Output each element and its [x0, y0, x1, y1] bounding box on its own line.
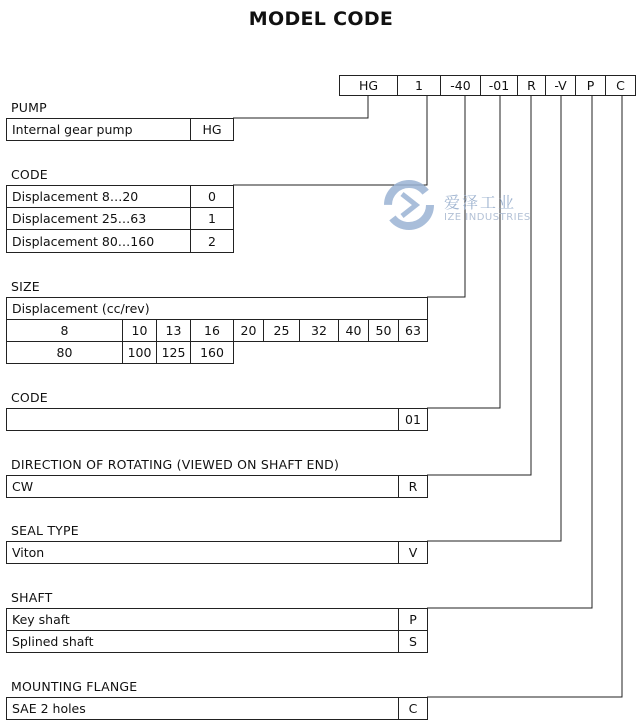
- code-row-desc: Displacement 25…63: [6, 207, 191, 230]
- size-cell: 13: [156, 319, 191, 342]
- shaft-code: P: [398, 608, 428, 631]
- size-cell: 32: [299, 319, 339, 342]
- direction-header: DIRECTION OF ROTATING (VIEWED ON SHAFT END): [11, 457, 340, 472]
- size-cell: 10: [122, 319, 157, 342]
- pump-code: HG: [190, 118, 234, 141]
- size-cell: 160: [190, 341, 234, 364]
- code-part-direction: R: [517, 75, 546, 96]
- size-cell: 63: [398, 319, 428, 342]
- size-cell: 100: [122, 341, 157, 364]
- code-row-desc: Displacement 8…20: [6, 185, 191, 208]
- watermark-en: IZE INDUSTRIES: [444, 212, 531, 223]
- shaft-desc: Splined shaft: [6, 630, 399, 653]
- direction-code: R: [398, 475, 428, 498]
- size-cell: 8: [6, 319, 123, 342]
- seal-desc: Viton: [6, 541, 399, 564]
- code-row-value: 2: [190, 229, 234, 253]
- flange-desc: SAE 2 holes: [6, 697, 399, 720]
- code2-value: 01: [398, 408, 428, 431]
- size-header: SIZE: [11, 279, 40, 294]
- size-cell: 40: [338, 319, 369, 342]
- code-row-value: 1: [190, 207, 234, 230]
- shaft-header: SHAFT: [11, 590, 53, 605]
- code-part-seal: -V: [545, 75, 576, 96]
- code-part-code: 1: [397, 75, 441, 96]
- code-part-code2: -01: [480, 75, 518, 96]
- code2-header: CODE: [11, 390, 48, 405]
- code-part-shaft: P: [575, 75, 606, 96]
- flange-header: MOUNTING FLANGE: [11, 679, 138, 694]
- seal-header: SEAL TYPE: [11, 523, 79, 538]
- size-cell: 50: [368, 319, 399, 342]
- watermark-logo-icon: [382, 178, 436, 232]
- pump-header: PUMP: [11, 100, 47, 115]
- page-title: MODEL CODE: [248, 8, 394, 30]
- size-cell: 125: [156, 341, 191, 364]
- size-cell: 80: [6, 341, 123, 364]
- flange-code: C: [398, 697, 428, 720]
- size-subheader: Displacement (cc/rev): [6, 297, 428, 320]
- size-cell: 25: [263, 319, 300, 342]
- code-row-value: 0: [190, 185, 234, 208]
- seal-code: V: [398, 541, 428, 564]
- code-row-desc: Displacement 80…160: [6, 229, 191, 253]
- code-part-pump: HG: [339, 75, 398, 96]
- code-header: CODE: [11, 167, 48, 182]
- watermark-cn: 爱泽工业: [444, 193, 517, 212]
- code-part-flange: C: [605, 75, 636, 96]
- size-cell: 20: [233, 319, 264, 342]
- direction-desc: CW: [6, 475, 399, 498]
- code2-desc: [6, 408, 399, 431]
- size-cell: 16: [190, 319, 234, 342]
- code-part-size: -40: [440, 75, 481, 96]
- watermark: [382, 178, 542, 238]
- pump-desc: Internal gear pump: [6, 118, 191, 141]
- shaft-code: S: [398, 630, 428, 653]
- shaft-desc: Key shaft: [6, 608, 399, 631]
